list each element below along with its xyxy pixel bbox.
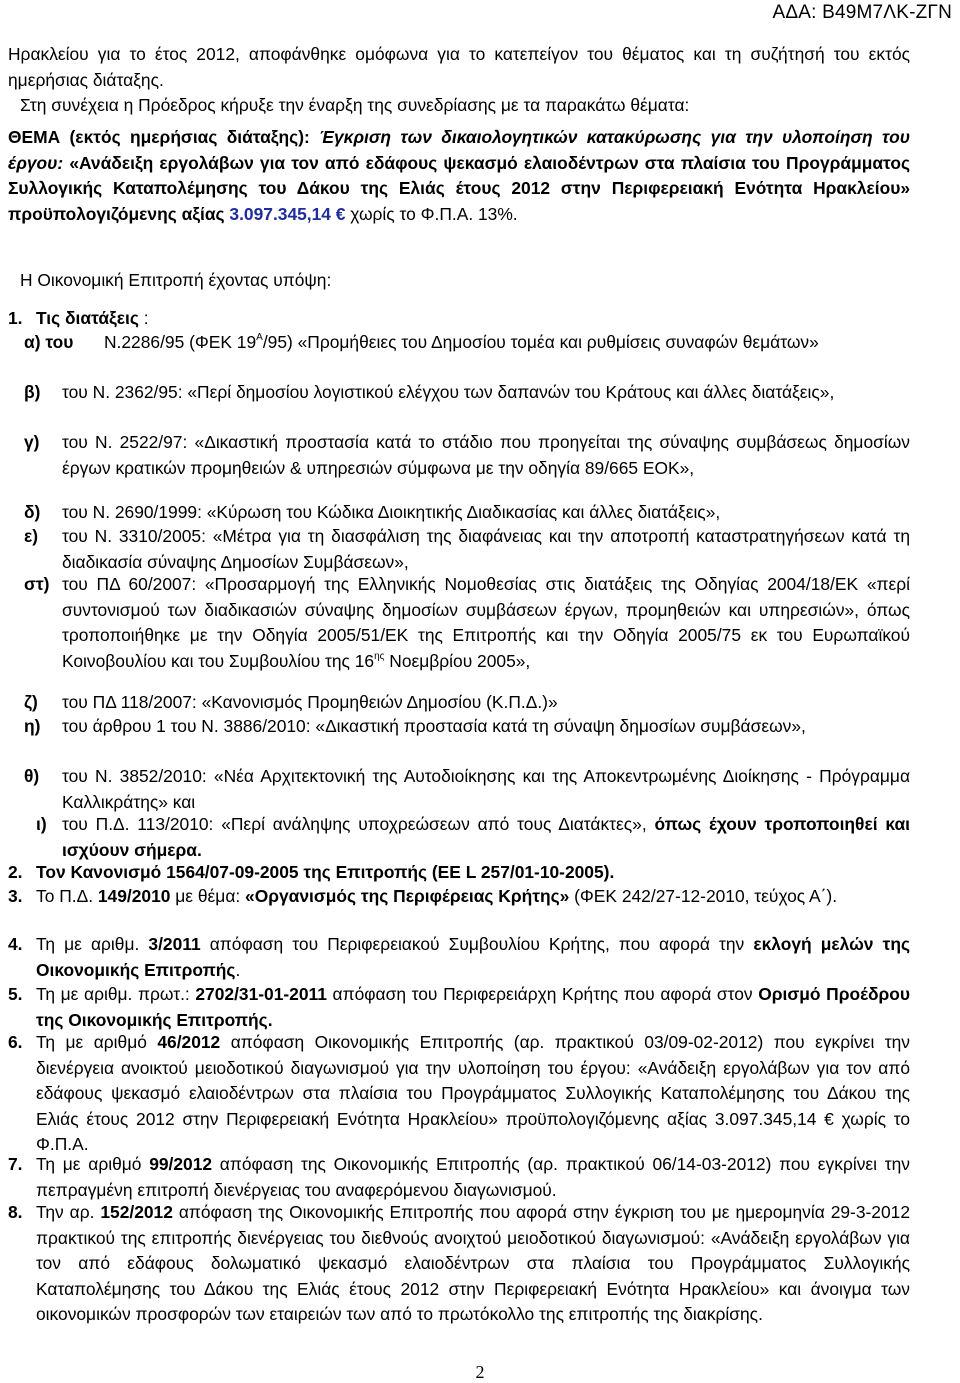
item-5-text — [36, 982, 910, 1033]
item-4-c: απόφαση του Περιφερειακού Συμβουλίου Κρήτης, που αφορά την — [200, 934, 754, 954]
provision-j-part1: του Π.Δ. 113/2010: «Περί ανάληψης υποχρεώσεων από τους Διατάκτες», — [62, 814, 655, 834]
provision-label-g: ζ) — [24, 692, 38, 712]
topic-title-italic: Έγκριση των δικαιολογητικών κατακύρωσης για την υλοποίηση του έργου: — [8, 127, 910, 173]
provision-f-part2: Νοεμβρίου 2005», — [384, 650, 531, 671]
provision-text-g: του ΠΔ 118/2007: «Κανονισμός Προμηθειών Δημοσίου (Κ.Π.Δ.)» — [62, 692, 558, 712]
provision-label-a: α) του — [24, 332, 74, 352]
provision-text-d: του Ν. 2690/1999: «Κύρωση του Κώδικα Διοικητικής Διαδικασίας και άλλες διατάξεις», — [62, 502, 721, 522]
topic-label: ΘΕΜΑ (εκτός ημερήσιας διάταξης): — [8, 127, 310, 147]
item-number-8: 8. — [8, 1202, 23, 1222]
provision-a-sup: Α — [256, 332, 263, 343]
item-3-c: με θέμα: — [170, 886, 246, 906]
item-5-b: 2702/31-01-2011 — [195, 984, 327, 1004]
item-5-c: απόφαση του Περιφερειάρχη Κρήτης που αφορά στον — [326, 984, 759, 1004]
provision-f-part1: του ΠΔ 60/2007: «Προσαρμογή της Ελληνικής Νομοθεσίας στις διατάξεις της Οδηγίας 2004/18/ΕΚ «περί συντονισμού των διαδικασιών σύναψης δημοσίων συμβάσεων έργων, προμηθειών και υπηρεσιών», όπως τροποποιήθηκε με την Οδηγία 2005/51/ΕΚ της Επιτροπής και την Οδηγία 2005/75 εκ του Ευρωπαϊκού Κοινοβουλίου και του Συμβουλίου της 16 — [62, 574, 910, 671]
item-6-text — [36, 1030, 910, 1158]
item-8-a: Την αρ. — [36, 1202, 101, 1222]
provision-text-j — [62, 812, 910, 863]
item-6-a: Τη με αριθμό — [36, 1032, 158, 1052]
item-4-e: . — [235, 959, 241, 980]
item-5-a: Τη με αριθμ. πρωτ.: — [36, 984, 196, 1004]
provision-label-i: θ) — [24, 766, 40, 786]
intro-paragraph — [8, 42, 910, 93]
provision-label-b: β) — [24, 382, 41, 402]
item-3-a: Το Π.Δ. — [36, 886, 98, 906]
topic-title-rest: «Ανάδειξη εργολάβων για τον από εδάφους ψεκασμό ελαιοδέντρων στα πλαίσια του Προγράμματος Συλλογικής Καταπολέμησης του Δάκου της Ελιάς έτους 2012 στην Περιφερειακή Ενότητα Ηρακλείου» προϋπολογιζόμενης αξίας — [8, 152, 910, 224]
provision-label-h: η) — [24, 716, 41, 736]
session-paragraph — [8, 93, 910, 119]
item-7-a: Τη με αριθμό — [36, 1154, 150, 1174]
committee-text: Η Οικονομική Επιτροπή έχοντας υπόψη: — [20, 270, 332, 290]
provision-label-c: γ) — [24, 432, 40, 452]
item-8-b: 152/2012 — [100, 1202, 173, 1222]
provision-label-j: ι) — [36, 814, 47, 834]
provision-text-a — [24, 330, 910, 356]
item-3-text — [36, 884, 910, 910]
provision-a-part1: Ν.2286/95 (ΦΕΚ 19 — [104, 332, 257, 352]
item-number-6: 6. — [8, 1032, 23, 1052]
item-number-1: 1. — [8, 308, 23, 328]
item-3-d: «Οργανισμός της Περιφέρειας Κρήτης» — [245, 886, 570, 906]
item-number-5: 5. — [8, 984, 23, 1004]
item-7-text — [36, 1152, 910, 1203]
session-text: Στη συνέχεια η Πρόεδρος κήρυξε την έναρξη της συνεδρίασης με τα παρακάτω θέματα: — [20, 95, 690, 115]
item-8-text — [36, 1200, 910, 1328]
topic-amount: 3.097.345,14 € — [229, 203, 346, 224]
provision-text-h: του άρθρου 1 του Ν. 3886/2010: «Δικαστική προστασία κατά τη σύναψη δημοσίων συμβάσεων», — [62, 716, 806, 736]
item-4-d: εκλογή μελών της Οικονομικής Επιτροπής — [36, 934, 911, 980]
item-7-b: 99/2012 — [149, 1154, 213, 1174]
provision-text-f — [62, 572, 910, 674]
provision-a-part2: /95) «Προμήθειες του Δημοσίου τομέα και ρυθμίσεις συναφών θεμάτων» — [262, 332, 819, 352]
item-3-e: (ΦΕΚ 242/27-12-2010, τεύχος Α΄). — [569, 886, 838, 906]
item-8-c: απόφαση της Οικονομικής Επιτροπής που αφορά στην έγκριση του με ημερομηνία 29-3-2012 πρακτικού της επιτροπής διενέργειας του διεθνούς ανοιχτού μειοδοτικού διαγωνισμού: «Ανάδειξη εργολάβων για τον από εδάφους δολωματικό ψεκασμό ελαιοδέντρων στα πλαίσια του Προγράμματος Συλλογικής Καταπολέμησης του Δάκου της Ελιάς έτους 2012 στην Περιφερειακή Ενότητα Ηρακλείου» και άνοιγμα των οικονομικών προσφορών των εταιρειών των από το πρωτόκολλο της επιτροπής της διακρίσης. — [36, 1202, 910, 1325]
item-6-b: 46/2012 — [157, 1032, 221, 1052]
item-number-4: 4. — [8, 934, 23, 954]
provision-text-i: του Ν. 3852/2010: «Νέα Αρχιτεκτονική της Αυτοδιοίκησης και της Αποκεντρωμένης Διοίκησης - Πρόγραμμα Καλλικράτης» και — [62, 766, 910, 812]
provision-text-c: του Ν. 2522/97: «Δικαστική προστασία κατά το στάδιο που προηγείται της σύναψης συμβάσεως δημοσίων έργων κρατικών προμηθειών & υπηρεσιών σύμφωνα με την οδηγία 89/665 ΕΟΚ», — [62, 432, 910, 478]
item-number-2: 2. — [8, 862, 23, 882]
item-3-b: 149/2010 — [97, 886, 171, 906]
item-4-b: 3/2011 — [148, 934, 201, 954]
item-6-c: απόφαση Οικονομικής Επιτροπής (αρ. πρακτικού 03/09-02-2012) που εγκρίνει την διενέργεια ανοικτού μειοδοτικού διαγωνισμού για την υλοποίηση του έργου: «Ανάδειξη εργολάβων για τον από εδάφους ψεκασμό ελαιοδέντρων στα πλαίσια του Προγράμματος Συλλογικής Καταπολέμησης του Δάκου της Ελιάς έτους 2012 στην Περιφερειακή Ενότητα Ηρακλείου» προϋπολογιζόμενης αξίας 3.097.345,14 € χωρίς το Φ.Π.Α. — [36, 1032, 910, 1155]
provisions-heading-text: Τις διατάξεις — [36, 308, 139, 328]
intro-text: Ηρακλείου για το έτος 2012, αποφάνθηκε ομόφωνα για το κατεπείγον του θέματος και τη συζήτησή του εκτός ημερήσιας διάταξης. — [8, 44, 910, 90]
page-number: 2 — [475, 1362, 485, 1382]
ada-code: ΑΔΑ: Β49Μ7ΛΚ-ΖΓΝ — [772, 2, 952, 23]
provision-label-f: στ) — [24, 574, 50, 594]
provision-f-sup: ης — [374, 650, 385, 662]
item-2-text: Τον Κανονισμό 1564/07-09-2005 της Επιτροπής (ΕΕ L 257/01-10-2005). — [36, 862, 615, 882]
committee-line — [8, 268, 910, 294]
provisions-colon: : — [138, 308, 149, 328]
item-7-c: απόφαση της Οικονομικής Επιτροπής (αρ. πρακτικού 06/14-03-2012) που εγκρίνει την πεπραγμένη επιτροπή διενέργειας του αναφερόμενου διαγωνισμού. — [36, 1154, 910, 1200]
item-4-a: Τη με αριθμ. — [36, 934, 149, 954]
provision-label-d: δ) — [24, 502, 41, 522]
provisions-heading — [36, 306, 149, 332]
item-number-7: 7. — [8, 1154, 23, 1174]
item-5-d: Ορισμό Προέδρου της Οικονομικής Επιτροπής. — [36, 984, 910, 1030]
topic-paragraph — [8, 125, 910, 227]
topic-tail: χωρίς το Φ.Π.Α. 13%. — [345, 203, 518, 224]
provision-label-e: ε) — [24, 526, 39, 546]
provision-text-b: του Ν. 2362/95: «Περί δημοσίου λογιστικού ελέγχου των δαπανών του Κράτους και άλλες διατάξεις», — [62, 382, 835, 402]
item-4-text — [36, 932, 910, 983]
provision-j-bold-tail: όπως έχουν τροποποιηθεί και ισχύουν σήμερα. — [62, 814, 910, 860]
item-number-3: 3. — [8, 886, 23, 906]
provision-text-e: του Ν. 3310/2005: «Μέτρα για τη διασφάλιση της διαφάνειας και την αποτροπή καταστρατηγήσεων κατά τη διαδικασία σύναψης Δημοσίων Συμβάσεων», — [62, 526, 910, 572]
